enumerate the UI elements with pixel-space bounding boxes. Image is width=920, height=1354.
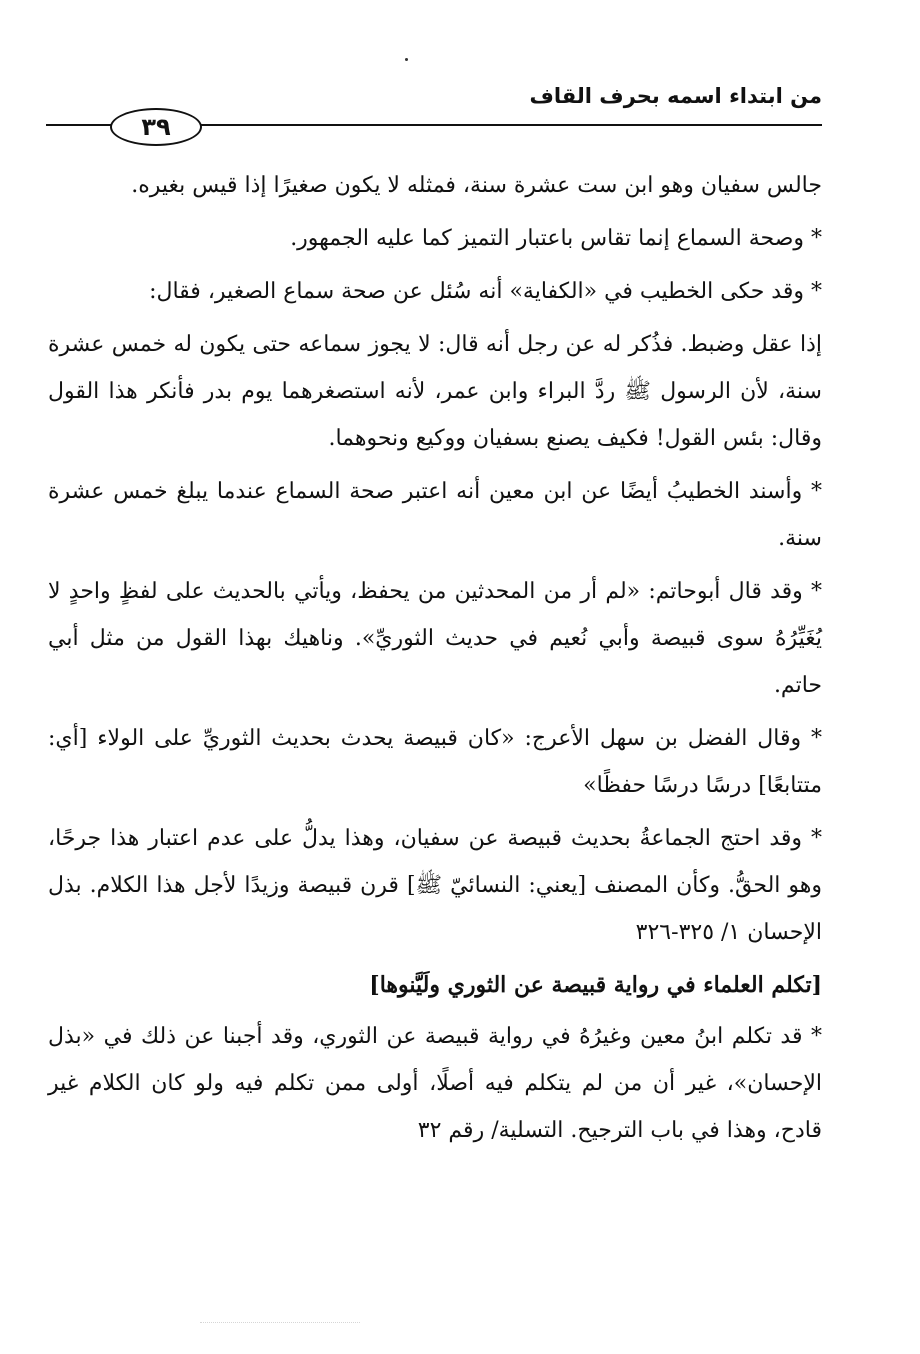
paragraph: * وصحة السماع إنما تقاس باعتبار التميز كما عليه الجمهور.	[290, 226, 822, 251]
paragraph: * وأسند الخطيبُ أيضًا عن ابن معين أنه اعتبر صحة السماع عندما يبلغ خمس عشرة سنة.	[48, 479, 822, 551]
paragraph: إذا عقل وضبط. فذُكر له عن رجل أنه قال: لا يجوز سماعه حتى يكون له خمس عشرة سنة، لأن الرسول ﷺ ردَّ البراء وابن عمر، لأنه استصغرهما يوم بدر فأنكر هذا القول وقال: بئس القول! فكيف يصنع بسفيان ووكيع ونحوهما.	[48, 332, 822, 451]
scan-artifact	[200, 1322, 360, 1339]
paragraph: * وقد قال أبوحاتم: «لم أر من المحدثين من يحفظ، ويأتي بالحديث على لفظٍ واحدٍ لا يُغَيِّرُهُ سوى قبيصة وأبي نُعيم في حديث الثوريِّ». وناهيك بهذا القول من مثل أبي حاتم.	[48, 579, 822, 698]
paragraph: * وقد حكى الخطيب في «الكفاية» أنه سُئل عن صحة سماع الصغير، فقال:	[149, 279, 822, 304]
paragraph: جالس سفيان وهو ابن ست عشرة سنة، فمثله لا يكون صغيرًا إذا قيس بغيره.	[131, 173, 822, 198]
page-header	[46, 84, 822, 144]
running-title: من ابتداء اسمه بحرف القاف	[529, 84, 822, 108]
paragraph: * وقد احتج الجماعةُ بحديث قبيصة عن سفيان، وهذا يدلُّ على عدم اعتبار هذا جرحًا، وهو الحقُّ. وكأن المصنف [يعني: النسائيّ ﷺ] قرن قبيصة وزيدًا لأجل هذا الكلام. بذل الإحسان ١/ ٣٢٥-٣٢٦	[48, 826, 823, 945]
section-heading: [تكلم العلماء في رواية قبيصة عن الثوري ولَيَّنوها]	[369, 972, 822, 998]
page-number-badge: ٣٩	[110, 108, 202, 146]
paragraph: * وقال الفضل بن سهل الأعرج: «كان قبيصة يحدث بحديث الثوريِّ على الولاء [أي: متتابعًا] درسًا درسًا حفظًا»	[48, 726, 822, 798]
body-text	[48, 162, 822, 1160]
paragraph: * قد تكلم ابنُ معين وغيرُهُ في رواية قبيصة عن الثوري، وقد أجبنا عن ذلك في «بذل الإحسان»، غير أن من لم يتكلم فيه أصلًا، أولى ممن تكلم فيه ولو كان الكلام غير قادح، وهذا في باب الترجيح. التسلية/ رقم ٣٢	[48, 1024, 822, 1143]
ink-speck	[405, 58, 408, 61]
